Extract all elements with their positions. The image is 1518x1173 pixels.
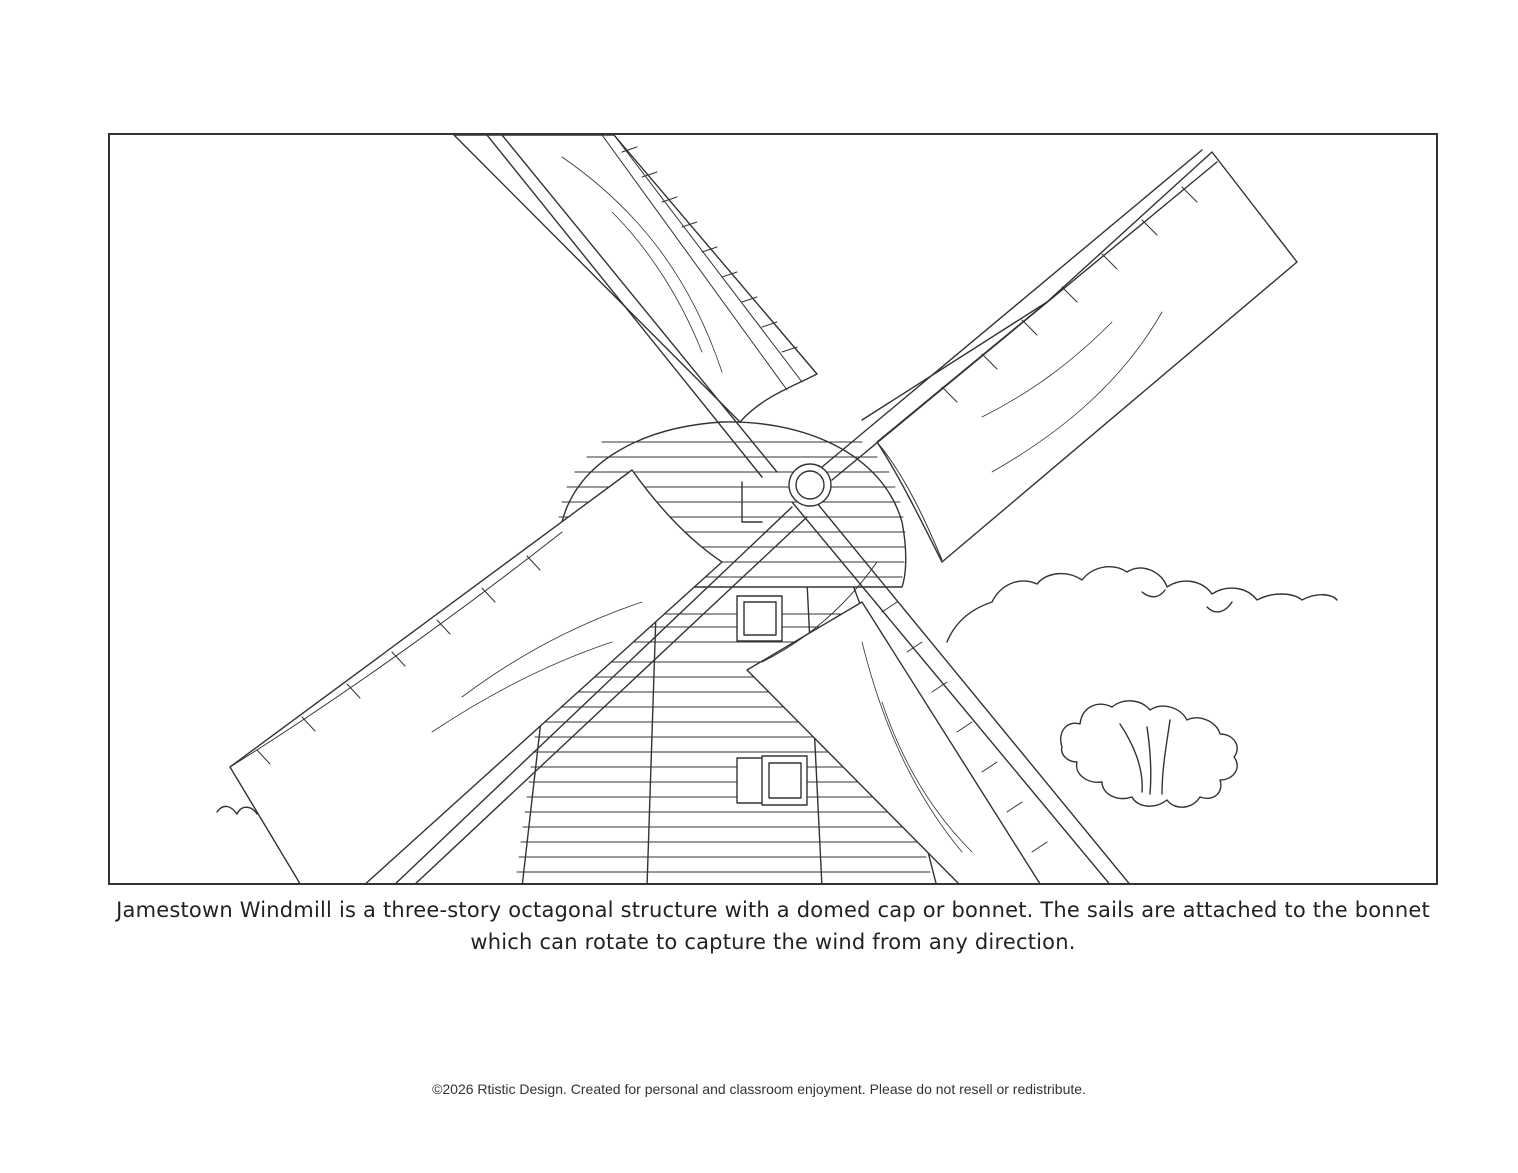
windmill-illustration <box>110 135 1438 885</box>
bushes-right <box>947 567 1337 642</box>
tree-trunk <box>1120 720 1170 794</box>
tree <box>1061 701 1237 807</box>
illustration-frame <box>108 133 1438 885</box>
caption: Jamestown Windmill is a three-story octagonal structure with a domed cap or bonnet. The sails are attached to the bonnet which can rotate to capture the wind from any direction. <box>116 898 1430 954</box>
copyright-footer: ©2026 Rtistic Design. Created for personal and classroom enjoyment. Please do not resell or redistribute. <box>432 1081 1086 1097</box>
bushes-right-base <box>1142 590 1232 612</box>
sail-hub <box>789 464 831 506</box>
